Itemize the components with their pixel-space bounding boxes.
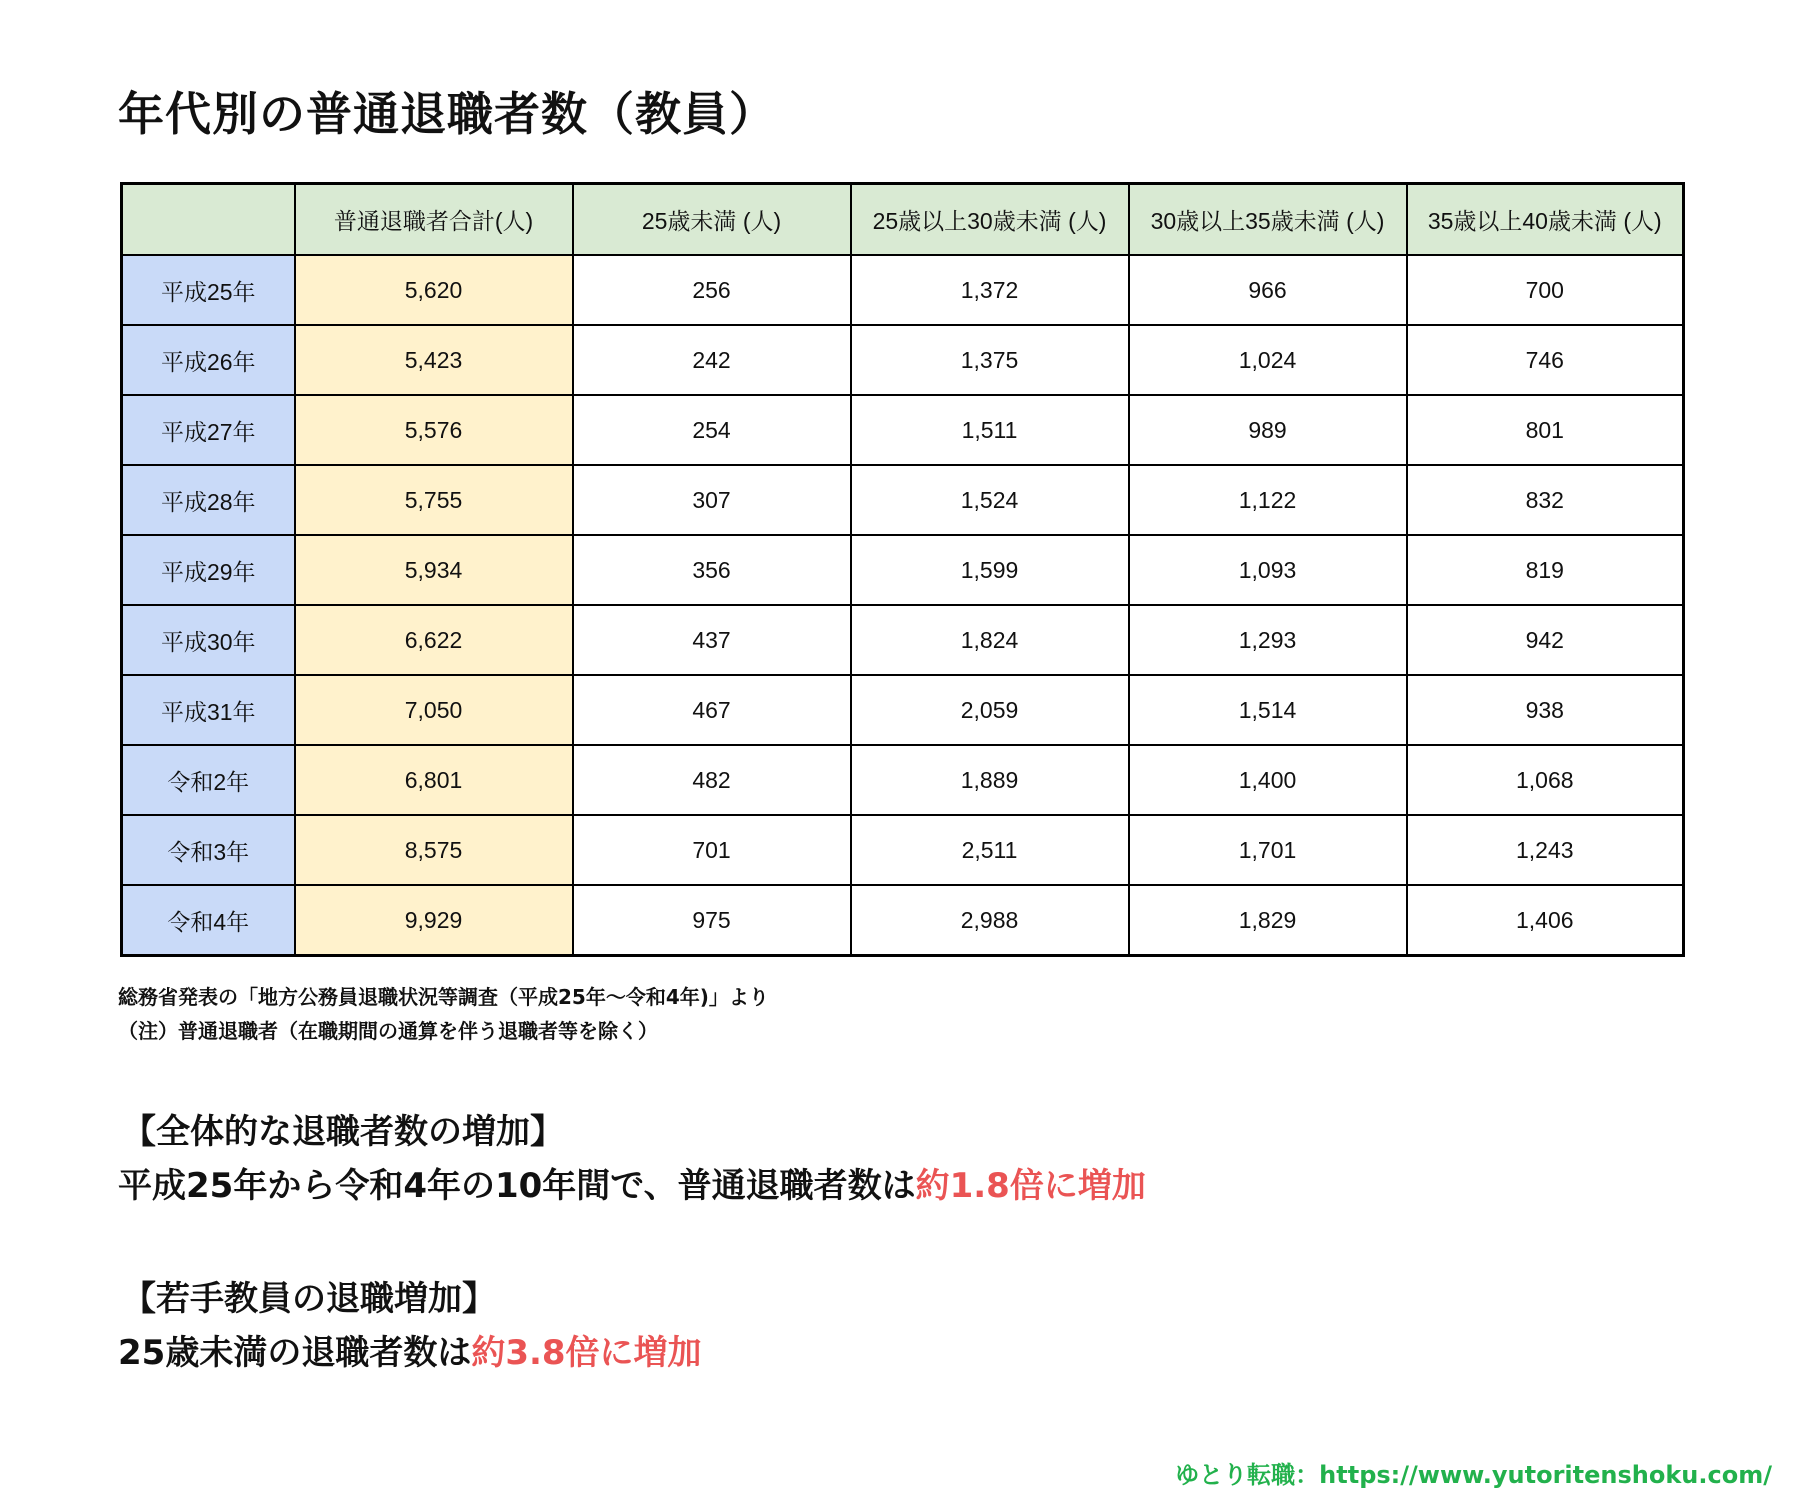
year-cell: 平成30年 xyxy=(122,605,295,675)
year-cell: 平成26年 xyxy=(122,325,295,395)
year-cell: 令和3年 xyxy=(122,815,295,885)
summary1-highlight: 約1.8倍に増加 xyxy=(915,1166,1146,1206)
total-cell: 5,934 xyxy=(295,535,573,605)
header-cell-under25: 25歳未満 (人) xyxy=(573,184,851,256)
value-cell: 701 xyxy=(573,815,851,885)
value-cell: 1,243 xyxy=(1407,815,1684,885)
value-cell: 254 xyxy=(573,395,851,465)
value-cell: 307 xyxy=(573,465,851,535)
summary2-text xyxy=(118,1333,702,1373)
value-cell: 1,406 xyxy=(1407,885,1684,956)
value-cell: 801 xyxy=(1407,395,1684,465)
value-cell: 1,400 xyxy=(1129,745,1407,815)
value-cell: 1,093 xyxy=(1129,535,1407,605)
table-row xyxy=(122,885,1684,956)
value-cell: 242 xyxy=(573,325,851,395)
table-header-row xyxy=(122,184,1684,256)
header-cell-year xyxy=(122,184,295,256)
value-cell: 1,599 xyxy=(851,535,1129,605)
value-cell: 437 xyxy=(573,605,851,675)
note-line: （注）普通退職者（在職期間の通算を伴う退職者等を除く） xyxy=(118,1019,658,1043)
summary1-text xyxy=(118,1166,1146,1206)
summary2-highlight: 約3.8倍に増加 xyxy=(471,1333,702,1373)
value-cell: 1,524 xyxy=(851,465,1129,535)
value-cell: 746 xyxy=(1407,325,1684,395)
total-cell: 5,620 xyxy=(295,255,573,325)
value-cell: 1,889 xyxy=(851,745,1129,815)
value-cell: 1,024 xyxy=(1129,325,1407,395)
value-cell: 966 xyxy=(1129,255,1407,325)
year-cell: 令和2年 xyxy=(122,745,295,815)
total-cell: 8,575 xyxy=(295,815,573,885)
year-cell: 令和4年 xyxy=(122,885,295,956)
value-cell: 1,375 xyxy=(851,325,1129,395)
value-cell: 832 xyxy=(1407,465,1684,535)
retirement-table xyxy=(120,182,1685,957)
total-cell: 6,622 xyxy=(295,605,573,675)
value-cell: 938 xyxy=(1407,675,1684,745)
year-cell: 平成27年 xyxy=(122,395,295,465)
value-cell: 1,701 xyxy=(1129,815,1407,885)
table-row xyxy=(122,395,1684,465)
value-cell: 1,372 xyxy=(851,255,1129,325)
value-cell: 700 xyxy=(1407,255,1684,325)
value-cell: 1,293 xyxy=(1129,605,1407,675)
table-row xyxy=(122,675,1684,745)
table-row xyxy=(122,255,1684,325)
value-cell: 356 xyxy=(573,535,851,605)
value-cell: 1,514 xyxy=(1129,675,1407,745)
table-body xyxy=(122,255,1684,956)
value-cell: 989 xyxy=(1129,395,1407,465)
header-cell-total: 普通退職者合計(人) xyxy=(295,184,573,256)
total-cell: 7,050 xyxy=(295,675,573,745)
value-cell: 819 xyxy=(1407,535,1684,605)
source-line: 総務省発表の「地方公務員退職状況等調査（平成25年〜令和4年)」より xyxy=(118,985,769,1009)
total-cell: 9,929 xyxy=(295,885,573,956)
year-cell: 平成28年 xyxy=(122,465,295,535)
value-cell: 2,059 xyxy=(851,675,1129,745)
year-cell: 平成31年 xyxy=(122,675,295,745)
summary2-body: 25歳未満の退職者数は xyxy=(118,1333,472,1373)
header-cell-30to35: 30歳以上35歳未満 (人) xyxy=(1129,184,1407,256)
table-row xyxy=(122,605,1684,675)
value-cell: 1,068 xyxy=(1407,745,1684,815)
page-title: 年代別の普通退職者数（教員） xyxy=(118,87,776,141)
footer-credit[interactable]: ゆとり転職：https://www.yutoritenshoku.com/ xyxy=(1175,1461,1772,1489)
value-cell: 1,824 xyxy=(851,605,1129,675)
header-cell-25to30: 25歳以上30歳未満 (人) xyxy=(851,184,1129,256)
total-cell: 6,801 xyxy=(295,745,573,815)
value-cell: 256 xyxy=(573,255,851,325)
table-row xyxy=(122,745,1684,815)
table-row xyxy=(122,325,1684,395)
total-cell: 5,576 xyxy=(295,395,573,465)
total-cell: 5,755 xyxy=(295,465,573,535)
value-cell: 2,511 xyxy=(851,815,1129,885)
value-cell: 1,122 xyxy=(1129,465,1407,535)
table-row xyxy=(122,535,1684,605)
value-cell: 942 xyxy=(1407,605,1684,675)
source-note xyxy=(118,980,769,1048)
value-cell: 482 xyxy=(573,745,851,815)
summary1-heading: 【全体的な退職者数の増加】 xyxy=(122,1112,564,1152)
value-cell: 2,988 xyxy=(851,885,1129,956)
total-cell: 5,423 xyxy=(295,325,573,395)
year-cell: 平成25年 xyxy=(122,255,295,325)
year-cell: 平成29年 xyxy=(122,535,295,605)
table-row xyxy=(122,815,1684,885)
summary2-heading: 【若手教員の退職増加】 xyxy=(122,1279,496,1319)
value-cell: 1,511 xyxy=(851,395,1129,465)
table-row xyxy=(122,465,1684,535)
header-cell-35to40: 35歳以上40歳未満 (人) xyxy=(1407,184,1684,256)
summary1-body: 平成25年から令和4年の10年間で、普通退職者数は xyxy=(118,1166,916,1206)
value-cell: 1,829 xyxy=(1129,885,1407,956)
value-cell: 467 xyxy=(573,675,851,745)
value-cell: 975 xyxy=(573,885,851,956)
